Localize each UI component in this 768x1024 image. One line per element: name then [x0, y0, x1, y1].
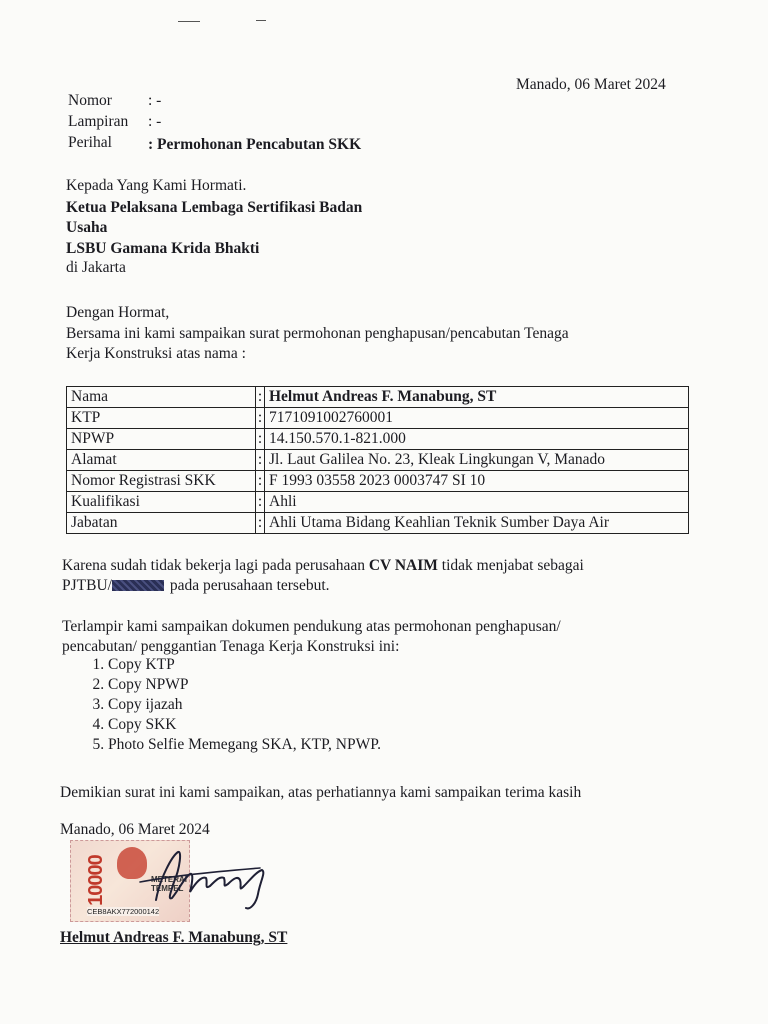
redaction-mark — [112, 580, 164, 591]
table-colon: : — [256, 408, 265, 429]
reason-text: pada perusahaan tersebut. — [165, 577, 330, 594]
table-value: Jl. Laut Galilea No. 23, Kleak Lingkungan V, Manado — [265, 450, 689, 471]
table-colon: : — [256, 450, 265, 471]
reason-text: PJTBU/ — [62, 577, 112, 594]
field-lampiran-value: : - — [148, 113, 162, 130]
attachments-intro-line-1: Terlampir kami sampaikan dokumen pendukung atas permohonan penghapusan/ — [62, 618, 561, 635]
table-colon: : — [256, 471, 265, 492]
table-label: Nama — [67, 387, 256, 408]
table-row — [67, 513, 689, 534]
table-label: NPWP — [67, 429, 256, 450]
opening-line-1: Bersama ini kami sampaikan surat permohonan penghapusan/pencabutan Tenaga — [66, 325, 569, 342]
closing-sentence: Demikian surat ini kami sampaikan, atas perhatiannya kami sampaikan terima kasih — [60, 784, 582, 801]
list-item: 1. Copy KTP — [108, 655, 381, 675]
reason-line-1 — [62, 556, 584, 576]
table-colon: : — [256, 387, 265, 408]
reason-text: Karena sudah tidak bekerja lagi pada perusahaan — [62, 557, 369, 574]
reason-text: tidak menjabat sebagai — [437, 557, 584, 574]
reason-line-2 — [62, 576, 330, 596]
company-name: CV NAIM — [368, 557, 438, 574]
table-label: Nomor Registrasi SKK — [67, 471, 256, 492]
list-item: 2. Copy NPWP — [108, 675, 381, 695]
table-value: F 1993 03558 2023 0003747 SI 10 — [265, 471, 689, 492]
table-row — [67, 492, 689, 513]
attachment-list — [66, 655, 381, 755]
addressee-line-3: LSBU Gamana Krida Bhakti — [66, 240, 260, 257]
table-colon: : — [256, 492, 265, 513]
stamp-serial: CEB8AKX772000142 — [87, 907, 160, 916]
field-perihal-value: : Permohonan Pencabutan SKK — [148, 136, 362, 153]
salutation: Dengan Hormat, — [66, 304, 170, 321]
addressee-line-1: Ketua Pelaksana Lembaga Sertifikasi Badan — [66, 199, 363, 216]
letter-date-top: Manado, 06 Maret 2024 — [516, 76, 666, 93]
table-label: Kualifikasi — [67, 492, 256, 513]
list-item: 3. Copy ijazah — [108, 695, 381, 715]
field-nomor-label: Nomor — [68, 92, 112, 109]
table-row — [67, 387, 689, 408]
table-row — [67, 450, 689, 471]
table-row — [67, 408, 689, 429]
addressee-line-2: Usaha — [66, 219, 108, 236]
addressee-greeting: Kepada Yang Kami Hormati. — [66, 177, 247, 194]
field-perihal-label: Perihal — [68, 134, 112, 151]
applicant-info-table — [66, 386, 689, 534]
table-value: Ahli — [265, 492, 689, 513]
scan-speck — [256, 20, 266, 21]
signatory-name: Helmut Andreas F. Manabung, ST — [60, 929, 288, 946]
table-label: Alamat — [67, 450, 256, 471]
table-row — [67, 429, 689, 450]
table-value: Helmut Andreas F. Manabung, ST — [265, 387, 689, 408]
list-item: 4. Copy SKK — [108, 715, 381, 735]
table-colon: : — [256, 429, 265, 450]
table-value: 7171091002760001 — [265, 408, 689, 429]
attachments-intro-line-2: pencabutan/ penggantian Tenaga Kerja Konstruksi ini: — [62, 638, 400, 655]
field-lampiran-label: Lampiran — [68, 113, 129, 130]
stamp-label-1: METERAI — [151, 875, 187, 884]
list-item: 5. Photo Selfie Memegang SKA, KTP, NPWP. — [108, 735, 381, 755]
signature-icon — [120, 838, 280, 918]
table-colon: : — [256, 513, 265, 534]
field-nomor-value: : - — [148, 92, 162, 109]
stamp-value: 10000 — [84, 855, 107, 906]
table-value: Ahli Utama Bidang Keahlian Teknik Sumber Daya Air — [265, 513, 689, 534]
table-value: 14.150.570.1-821.000 — [265, 429, 689, 450]
table-label: Jabatan — [67, 513, 256, 534]
opening-line-2: Kerja Konstruksi atas nama : — [66, 345, 246, 362]
addressee-line-4: di Jakarta — [66, 259, 126, 276]
stamp-label-2: TEMPEL — [151, 884, 184, 893]
letter-date-bottom: Manado, 06 Maret 2024 — [60, 821, 210, 838]
scan-speck — [178, 21, 200, 22]
table-row — [67, 471, 689, 492]
table-label: KTP — [67, 408, 256, 429]
